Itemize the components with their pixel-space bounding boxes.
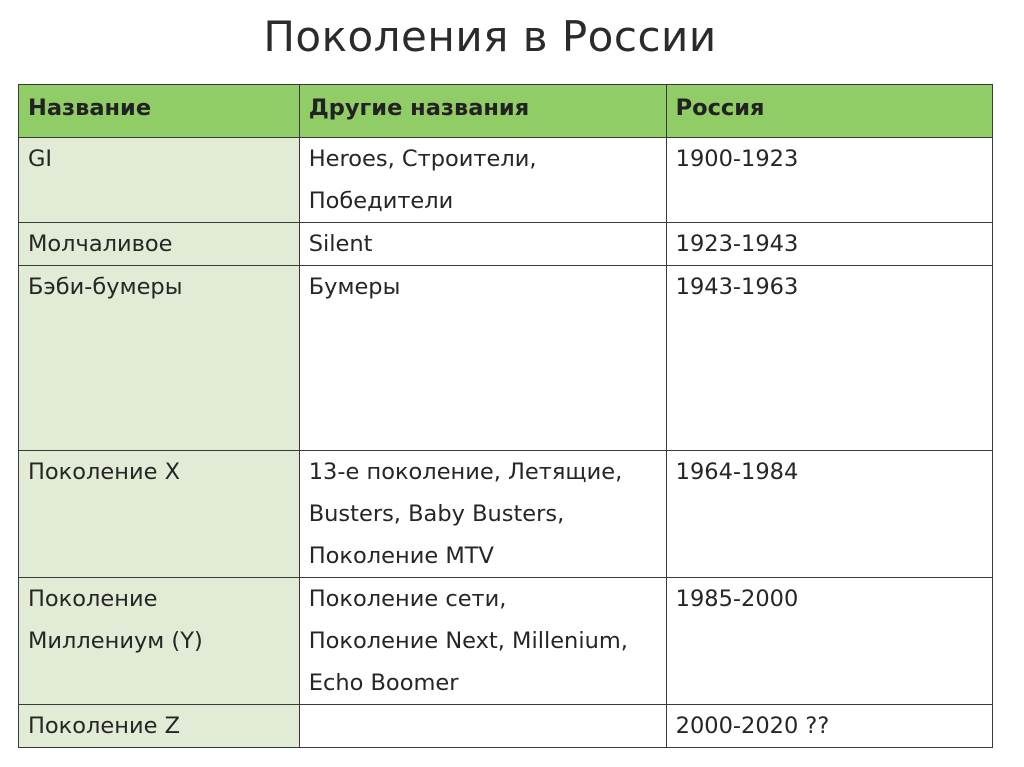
table-row [19, 138, 993, 223]
table-row [19, 705, 993, 748]
cell-text: Поколение [28, 586, 158, 612]
page-title: Поколения в России [263, 12, 717, 61]
cell-name [19, 223, 300, 266]
cell-text: Поколение X [28, 459, 181, 485]
cell-text: Silent [308, 231, 373, 257]
cell-text: Победители [308, 188, 454, 214]
cell-text: Heroes, Строители, [308, 146, 537, 172]
table-row [19, 223, 993, 266]
table-row [19, 578, 993, 705]
cell-text: Поколение MTV [308, 543, 494, 569]
header-name: Название [19, 85, 300, 138]
cell-text: Поколение сети, [308, 586, 507, 612]
cell-name [19, 266, 300, 451]
cell-text: Молчаливое [28, 231, 173, 257]
cell-text: GI [28, 146, 53, 172]
cell-name [19, 138, 300, 223]
cell-russia: 2000-2020 ?? [666, 705, 992, 748]
cell-name [19, 578, 300, 705]
cell-russia: 1923-1943 [666, 223, 992, 266]
cell-russia: 1964-1984 [666, 451, 992, 578]
cell-name [19, 451, 300, 578]
table-row [19, 266, 993, 451]
cell-other-names [299, 705, 666, 748]
cell-text: 13-е поколение, Летящие, [308, 459, 623, 485]
generations-table [18, 84, 993, 748]
cell-text: Миллениум (Y) [28, 628, 203, 654]
cell-text: Echo Boomer [308, 670, 459, 696]
cell-text: Поколение Next, Millenium, [308, 628, 628, 654]
cell-other-names [299, 223, 666, 266]
cell-name [19, 705, 300, 748]
cell-russia: 1943-1963 [666, 266, 992, 451]
cell-text: Бэби-бумеры [28, 274, 183, 300]
cell-other-names [299, 138, 666, 223]
cell-text: Бумеры [308, 274, 401, 300]
header-russia: Россия [666, 85, 992, 138]
cell-russia: 1985-2000 [666, 578, 992, 705]
cell-russia: 1900-1923 [666, 138, 992, 223]
cell-other-names [299, 266, 666, 451]
cell-other-names [299, 451, 666, 578]
table-header-row [19, 85, 993, 138]
cell-text: Поколение Z [28, 713, 181, 739]
cell-text: Busters, Baby Busters, [308, 501, 565, 527]
cell-other-names [299, 578, 666, 705]
header-other-names: Другие названия [299, 85, 666, 138]
table-row [19, 451, 993, 578]
